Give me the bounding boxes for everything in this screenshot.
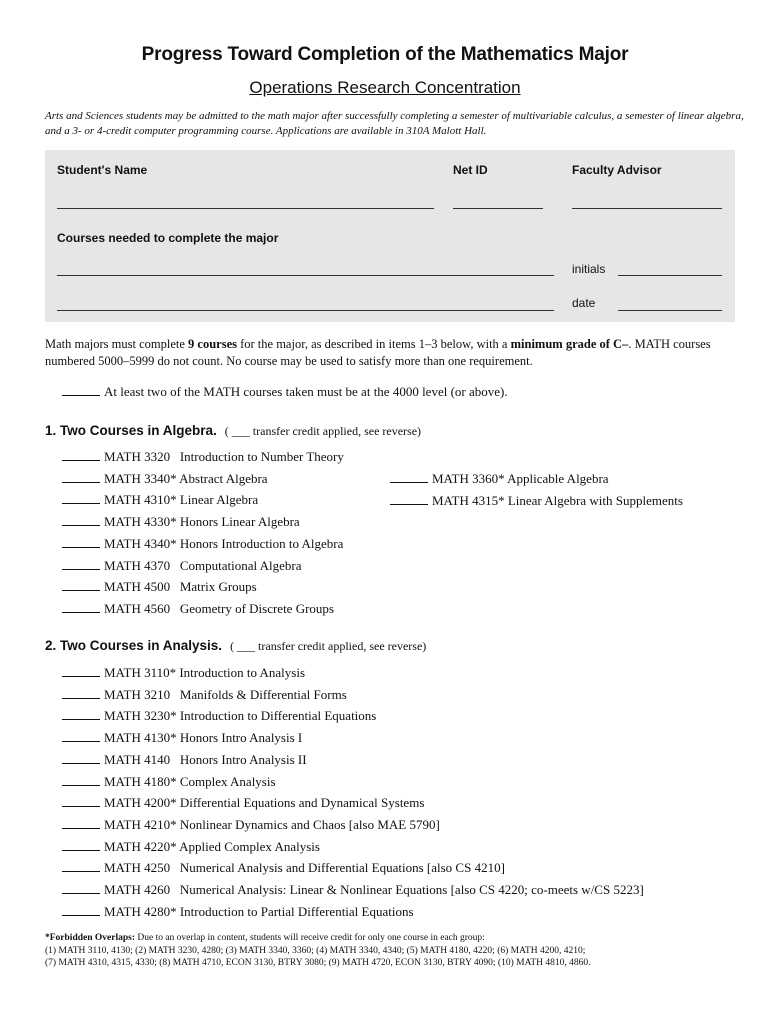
course-label: MATH 4280* Introduction to Partial Differential Equations xyxy=(104,903,414,919)
course-item xyxy=(62,730,302,746)
date-label: date xyxy=(572,296,596,310)
rules-text-1: Math majors must complete xyxy=(45,337,189,351)
course-label: MATH 4310* Linear Algebra xyxy=(104,492,259,508)
courses-needed-label: Courses needed to complete the major xyxy=(57,231,279,245)
course-item xyxy=(62,860,505,876)
course-label: MATH 4210* Nonlinear Dynamics and Chaos [also MAE 5790] xyxy=(104,816,440,832)
course-item xyxy=(62,904,414,920)
course-item xyxy=(62,492,258,508)
course-item xyxy=(62,514,300,530)
course-item xyxy=(62,839,320,855)
course-item xyxy=(62,536,343,552)
course-check-blank[interactable] xyxy=(62,449,100,461)
course-item xyxy=(62,471,268,487)
course-check-blank[interactable] xyxy=(62,882,100,894)
net-id-field[interactable] xyxy=(453,208,543,209)
courses-needed-field-2[interactable] xyxy=(57,310,554,311)
course-label: MATH 4340* Honors Introduction to Algebra xyxy=(104,535,344,551)
rules-course-count: 9 courses xyxy=(188,337,237,351)
course-item xyxy=(62,558,302,574)
course-label: MATH 4330* Honors Linear Algebra xyxy=(104,514,300,530)
course-item xyxy=(390,471,609,487)
course-label: MATH 4130* Honors Intro Analysis I xyxy=(104,730,303,746)
course-item xyxy=(62,579,257,595)
initials-field[interactable] xyxy=(618,275,722,276)
course-item xyxy=(390,493,683,509)
course-label: MATH 4220* Applied Complex Analysis xyxy=(104,838,320,854)
course-label: MATH 3340* Abstract Algebra xyxy=(104,470,268,486)
course-item xyxy=(62,601,334,617)
course-label: MATH 4140 Honors Intro Analysis II xyxy=(104,751,307,767)
course-item xyxy=(62,449,344,465)
major-rules xyxy=(45,336,745,370)
course-check-blank[interactable] xyxy=(62,514,100,526)
footnote-line-3: (7) MATH 4310, 4315, 4330; (8) MATH 4710, ECON 3130, BTRY 3080; (9) MATH 4720, ECON 3130, BTRY 4090; (10) MATH 4810, 4860. xyxy=(45,958,591,968)
course-check-blank[interactable] xyxy=(62,860,100,872)
course-label: MATH 4560 Geometry of Discrete Groups xyxy=(104,600,334,616)
analysis-transfer-note: ( ___ transfer credit applied, see reverse) xyxy=(230,639,427,653)
course-label: MATH 4370 Computational Algebra xyxy=(104,557,302,573)
course-label: MATH 4315* Linear Algebra with Supplements xyxy=(432,492,683,508)
course-check-blank[interactable] xyxy=(62,795,100,807)
student-name-field[interactable] xyxy=(57,208,434,209)
course-check-blank[interactable] xyxy=(62,536,100,548)
course-check-blank[interactable] xyxy=(62,471,100,483)
course-check-blank[interactable] xyxy=(62,752,100,764)
course-label: MATH 3320 Introduction to Number Theory xyxy=(104,449,344,464)
intro-text: Arts and Sciences students may be admitted to the math major after successfully completing a semester of multivariable calculus, a semester of linear algebra, and a 3- or 4-credit computer programming course. Applications are available in 310A Malott Hall. xyxy=(45,110,744,137)
course-check-blank[interactable] xyxy=(62,904,100,916)
course-check-blank[interactable] xyxy=(62,687,100,699)
course-check-blank[interactable] xyxy=(62,774,100,786)
course-check-blank[interactable] xyxy=(62,817,100,829)
course-item xyxy=(62,774,276,790)
footnote-line-1 xyxy=(45,932,745,945)
date-field[interactable] xyxy=(618,310,722,311)
forbidden-overlaps-note xyxy=(45,932,745,970)
course-check-blank[interactable] xyxy=(62,665,100,677)
course-label: MATH 3110* Introduction to Analysis xyxy=(104,665,306,680)
student-info-form xyxy=(45,150,735,322)
course-check-blank[interactable] xyxy=(390,471,428,483)
course-item xyxy=(62,687,347,703)
course-item xyxy=(62,795,424,811)
course-label: MATH 4180* Complex Analysis xyxy=(104,773,276,789)
course-label: MATH 4250 Numerical Analysis and Differential Equations [also CS 4210] xyxy=(104,860,505,876)
rules-min-grade: minimum grade of C– xyxy=(510,337,629,351)
page-subtitle: Operations Research Concentration xyxy=(249,78,521,97)
analysis-heading-text: 2. Two Courses in Analysis. xyxy=(45,638,223,653)
rules-text-2: for the major, as described in items 1–3 below, with a xyxy=(236,337,511,351)
rules-text-3: . MATH courses numbered 5000–5999 do not count. No course may be used to satisfy more than one requirement. xyxy=(45,337,711,368)
course-check-blank[interactable] xyxy=(62,730,100,742)
course-check-blank[interactable] xyxy=(62,601,100,613)
course-item xyxy=(62,665,305,681)
course-item xyxy=(62,817,440,833)
course-label: MATH 3230* Introduction to Differential Equations xyxy=(104,708,377,724)
footnote-label: *Forbidden Overlaps: xyxy=(45,933,135,943)
algebra-heading xyxy=(45,423,421,439)
course-label: MATH 3210 Manifolds & Differential Forms xyxy=(104,686,347,702)
course-item xyxy=(62,752,307,768)
course-label: MATH 4200* Differential Equations and Dynamical Systems xyxy=(104,795,425,811)
algebra-heading-text: 1. Two Courses in Algebra. xyxy=(45,423,217,438)
level-requirement xyxy=(62,384,508,400)
course-check-blank[interactable] xyxy=(62,708,100,720)
net-id-label: Net ID xyxy=(453,163,488,177)
course-label: MATH 4500 Matrix Groups xyxy=(104,579,257,595)
course-check-blank[interactable] xyxy=(62,558,100,570)
student-name-label: Student's Name xyxy=(57,163,148,177)
course-check-blank[interactable] xyxy=(62,839,100,851)
course-label: MATH 4260 Numerical Analysis: Linear & Nonlinear Equations [also CS 4220; co-meets w/CS 5223] xyxy=(104,882,644,897)
course-item xyxy=(62,708,376,724)
course-check-blank[interactable] xyxy=(390,493,428,505)
faculty-advisor-label: Faculty Advisor xyxy=(572,163,662,177)
course-label: MATH 3360* Applicable Algebra xyxy=(432,471,609,486)
course-check-blank[interactable] xyxy=(62,579,100,591)
checkbox-blank[interactable] xyxy=(62,384,100,396)
courses-needed-field-1[interactable] xyxy=(57,275,554,276)
course-check-blank[interactable] xyxy=(62,492,100,504)
footnote-text: Due to an overlap in content, students will receive credit for only one course in each group: xyxy=(135,933,485,943)
footnote-line-2: (1) MATH 3110, 4130; (2) MATH 3230, 4280; (3) MATH 3340, 3360; (4) MATH 3340, 4340; (5) MATH 4180, 4220; (6) MATH 4200, 4210; xyxy=(45,945,586,956)
initials-label: initials xyxy=(572,262,606,276)
course-item xyxy=(62,882,644,898)
faculty-advisor-field[interactable] xyxy=(572,208,722,209)
level-requirement-text: At least two of the MATH courses taken must be at the 4000 level (or above). xyxy=(104,384,508,399)
algebra-transfer-note: ( ___ transfer credit applied, see reverse) xyxy=(224,424,422,438)
analysis-heading xyxy=(45,638,426,654)
page-title: Progress Toward Completion of the Mathematics Major xyxy=(141,44,629,65)
